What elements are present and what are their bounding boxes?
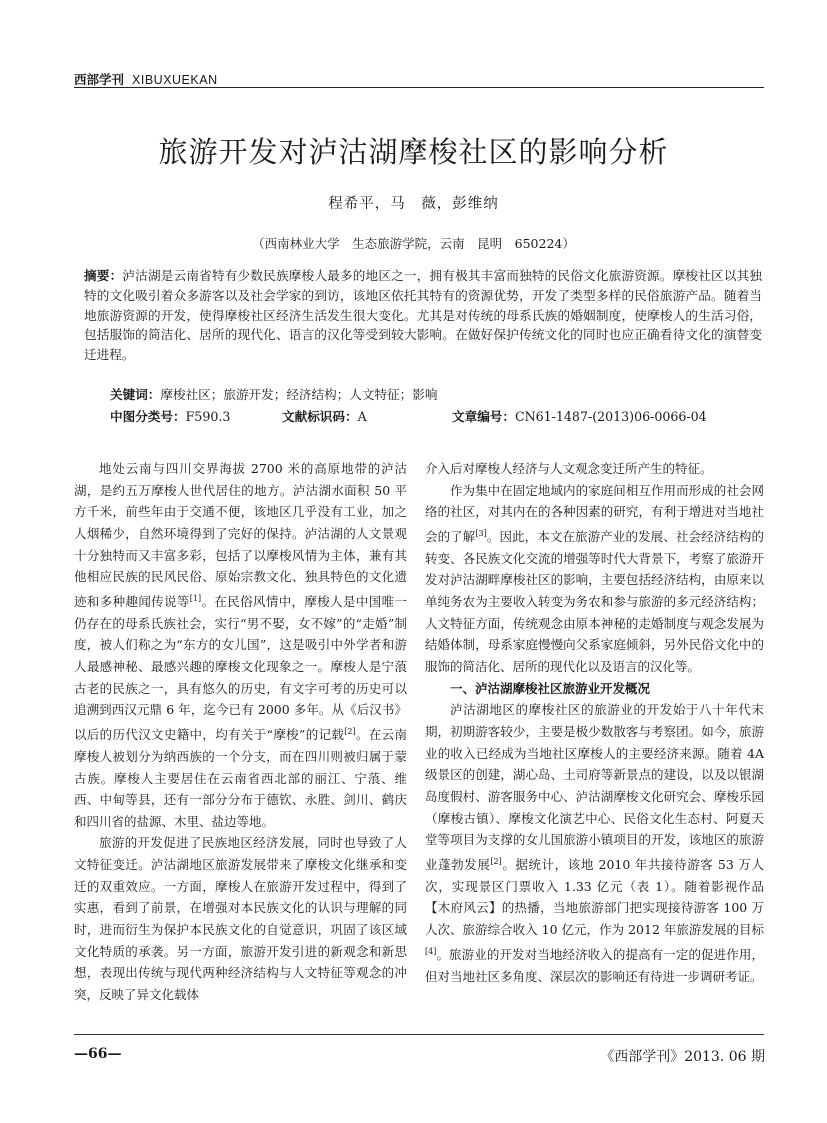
article-title: 旅游开发对泸沽湖摩梭社区的影响分析 xyxy=(158,135,669,169)
paragraph xyxy=(425,458,764,480)
citation-ref: [2] xyxy=(490,856,502,866)
paragraph-text: 泸沽湖地区的摩梭社区的旅游业的开发始于八十年代末期，初期游客较少，主要是极少数散客与考察团。如今，旅游业的收入已经成为当地社区摩梭人的主要经济来源。随着 4A 级景区的创建，湖心岛、土司府等新景点的建设，以及以银湖岛度假村、游客服务中心、泸沽湖摩梭文化研究会、摩梭乐园（摩梭古镇）、摩梭文化演艺中心、民俗文化生态村、阿夏天堂等项目为支撑的女儿国旅游小镇项目的开发，该地区的旅游业蓬勃发展 xyxy=(425,702,764,873)
section-heading xyxy=(425,678,764,700)
citation-ref: [2] xyxy=(344,727,356,737)
keywords xyxy=(110,384,437,403)
paragraph-text: 。在民俗风情中，摩梭人是中国唯一仍存在的母系氏族社会，实行“男不娶，女不嫁”的“走婚”制度，被人们称之为“东方的女儿国”，这是吸引中外学者和游人最感神秘、最感兴趣的摩梭文化现象之一。摩梭人是宁蒗古老的民族之一，具有悠久的历史，有文字可考的历史可以追溯到西汉元鼎 6 年，迄今已有 2000 多年。从《后汉书》以后的历代汉文史籍中，均有关于“摩梭”的记载 xyxy=(74,594,407,743)
paragraph-text: 介入后对摩梭人经济与人文观念变迁所产生的特征。 xyxy=(425,461,713,476)
paragraph-text: 。在云南摩梭人被划分为纳西族的一个分支，而在四川则被归属于蒙古族。摩梭人主要居住在云南省西北部的丽江、宁蒗、维西、中甸等县，还有一部分分布于德钦、永胜、剑川、鹤庆和四川省的盐源、木里、盐边等地。 xyxy=(74,727,407,829)
journal-pinyin: XIBUXUEKAN xyxy=(132,73,218,87)
affiliation: （西南林业大学 生态旅游学院，云南 昆明 650224） xyxy=(252,236,575,251)
body-column-right xyxy=(425,458,764,987)
page-number: —66— xyxy=(74,1046,122,1062)
header-rule xyxy=(74,87,764,88)
issue-info: 《西部学刊》2013. 06 期 xyxy=(600,1049,765,1065)
paragraph-text: 地处云南与四川交界海拔 2700 米的高原地带的泸沽湖，是约五万摩梭人世代居住的地方。泸沽湖水面积 50 平方千米，前些年由于交通不便，该地区几乎没有工业，加之人烟稀少，自然环境得到了完好的保持。泸沽湖的人文景观十分独特而又丰富多彩，包括了以摩梭风情为主体，兼有其他相应民族的民风民俗、原始宗教文化、独具特色的文化遗迹和多种趣闻传说等 xyxy=(74,461,407,610)
document-code: 文献标识码：A xyxy=(282,409,367,424)
paragraph-text: 。因此，本文在旅游产业的发展、社会经济结构的转变、各民族文化交流的增强等时代大背景下，考察了旅游开发对泸沽湖畔摩梭社区的影响，主要包括经济结构，由原来以单纯务农为主要收入转变为务农和参与旅游的多元经济结构；人文特征方面，传统观念由原本神秘的走婚制度与观念发展为结婚体制，母系家庭慢慢向父系家庭倾斜，另外民俗文化中的服饰的简洁化、居所的现代化以及语言的汉化等。 xyxy=(425,529,764,675)
keywords-label: 关键词： xyxy=(110,387,161,402)
paragraph xyxy=(74,832,407,1005)
clc-number: 中图分类号：F590.3 xyxy=(110,409,231,424)
paragraph-text: 。旅游业的开发对当地经济收入的提高有一定的促进作用，但对当地社区多角度、深层次的影响还有待进一步调研考证。 xyxy=(425,946,764,984)
body-column-left xyxy=(74,458,407,1006)
journal-name: 西部学刊 xyxy=(74,72,125,87)
footer-rule xyxy=(74,1034,764,1035)
paragraph-text: 一、泸沽湖摩梭社区旅游业开发概况 xyxy=(450,680,651,696)
authors: 程希平，马 薇，彭维纳 xyxy=(328,196,499,212)
keywords-text: 摩梭社区；旅游开发；经济结构；人文特征；影响 xyxy=(160,387,438,402)
paragraph xyxy=(425,699,764,987)
paragraph-text: 作为集中在固定地域内的家庭间相互作用而形成的社会网络的社区，对其内在的各种因素的研究，有利于增进对当地社会的了解 xyxy=(425,482,764,545)
paragraph xyxy=(74,458,407,832)
abstract-label: 摘要： xyxy=(84,268,123,283)
paragraph-text: 。据统计，该地 2010 年共接待游客 53 万人次，实现景区门票收入 1.33 亿元（表 1）。随着影视作品【木府风云】的热播，当地旅游部门把实现接待游客 100 万人次、旅游综合收入 10 亿元，作为 2012 年旅游发展的目标 xyxy=(425,857,764,938)
abstract-text: 泸沽湖是云南省特有少数民族摩梭人最多的地区之一，拥有极其丰富而独特的民俗文化旅游资源。摩梭社区以其独特的文化吸引着众多游客以及社会学家的到访，该地区依托其特有的资源优势，开发了类型多样的民俗旅游产品。随着当地旅游资源的开发，使得摩梭社区经济生活发生很大变化。尤其是对传统的母系氏族的婚姻制度，使摩梭人的生活习俗，包括服饰的简洁化、居所的现代化、语言的汉化等受到较大影响。在做好保护传统文化的同时也应正确看待文化的演替变迁进程。 xyxy=(84,268,763,363)
abstract xyxy=(84,266,762,365)
article-number: 文章编号：CN61-1487-(2013)06-0066-04 xyxy=(452,409,707,424)
citation-ref: [4] xyxy=(425,946,437,956)
paragraph xyxy=(425,480,764,678)
paragraph-text: 旅游的开发促进了民族地区经济发展，同时也导致了人文特征变迁。泸沽湖地区旅游发展带来了摩梭文化继承和变迁的双重效应。一方面，摩梭人在旅游开发过程中，得到了实惠，看到了前景，在增强对本民族文化的认识与理解的同时，进而衍生为保护本民族文化的自觉意识，巩固了该区域文化特质的承袭。另一方面，旅游开发引进的新观念和新思想，表现出传统与现代两种经济结构与人文特征等观念的冲突，反映了异文化载体 xyxy=(74,835,407,1003)
citation-ref: [1] xyxy=(189,593,202,603)
running-header xyxy=(74,70,218,88)
citation-ref: [3] xyxy=(475,528,487,538)
